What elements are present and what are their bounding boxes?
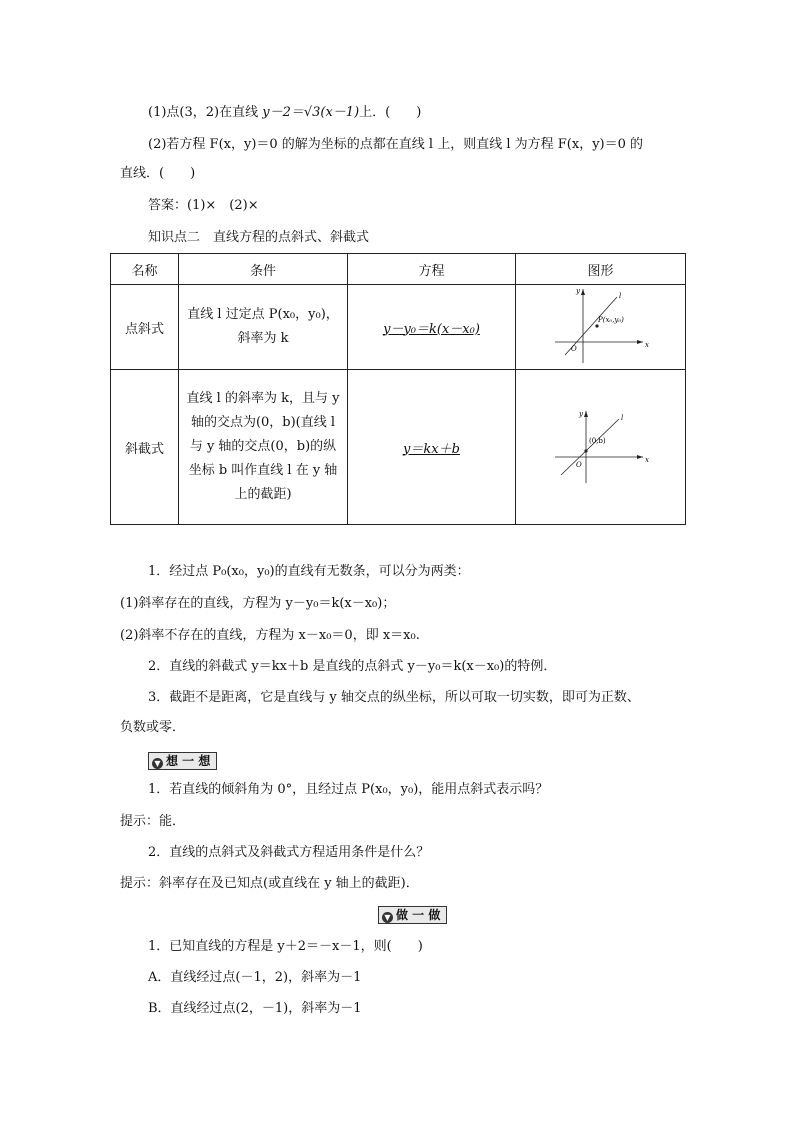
q1-suffix: 上．( [359, 105, 391, 120]
note-1-b: (2)斜率不存在的直线，方程为 x－x₀＝0，即 x＝x₀. [120, 628, 420, 643]
y-label: y [575, 287, 580, 295]
question-1 [148, 104, 421, 122]
question-2-line1: (2)若方程 F(x，y)＝0 的解为坐标的点都在直线 l 上，则直线 l 为方程 F(x，y)＝0 的 [148, 137, 644, 152]
think-hint-2: 提示：斜率存在及已知点(或直线在 y 轴上的截距)． [120, 876, 419, 891]
y-arrow [581, 289, 585, 295]
exercise-option-a: A．直线经过点(－1，2)，斜率为－1 [148, 970, 362, 985]
table-row-slope-intercept [111, 370, 686, 525]
condition-line: 上的截距) [234, 487, 292, 502]
intercept-point [584, 449, 587, 452]
condition-line: 与 y 轴的交点(0，b)的纵 [189, 439, 337, 454]
l-label: l [620, 414, 623, 422]
l-label: l [618, 292, 621, 300]
condition-line: 坐标 b 叫作直线 l 在 y 轴 [188, 463, 338, 478]
slope-intercept-graph [551, 405, 651, 485]
exercise-option-b: B．直线经过点(2，－1)，斜率为－1 [148, 1001, 362, 1016]
x-arrow [637, 455, 643, 459]
note-2: 2．直线的斜截式 y＝kx＋b 是直线的点斜式 y－y₀＝k(x－x₀)的特例． [148, 659, 557, 674]
question-2-line2: 直线．( ) [120, 166, 196, 181]
table-header-row [111, 254, 686, 285]
condition-line: 直线 l 的斜率为 k，且与 y [186, 391, 340, 406]
row-name: 斜截式 [111, 370, 179, 525]
header-name: 名称 [111, 254, 179, 285]
condition-line: 直线 l 过定点 P(x₀，y₀)， [187, 307, 339, 322]
row-condition [179, 285, 348, 370]
header-condition: 条件 [179, 254, 348, 285]
row-name: 点斜式 [111, 285, 179, 370]
y-label: y [578, 410, 583, 418]
note-3-line2: 负数或零． [120, 720, 186, 735]
header-equation: 方程 [348, 254, 516, 285]
row-equation [348, 285, 516, 370]
chevron-down-icon: ▼ [152, 758, 163, 769]
equation-text: y－y₀＝k(x－x₀) [383, 321, 480, 337]
equation-text: y＝kx＋b [403, 441, 460, 457]
origin-label: O [570, 345, 577, 353]
table-row-point-slope [111, 285, 686, 370]
q1-blank: ) [390, 105, 422, 120]
x-arrow [637, 340, 643, 344]
note-1-a: (1)斜率存在的直线，方程为 y－y₀＝k(x－x₀)； [120, 596, 396, 611]
line-l [561, 419, 619, 475]
row-condition [179, 370, 348, 525]
section-title: 知识点二 直线方程的点斜式、斜截式 [148, 230, 370, 245]
row-graph [516, 370, 686, 525]
think-q2: 2．直线的点斜式及斜截式方程适用条件是什么？ [148, 845, 430, 860]
q1-equation: y－2＝√3(x－1) [262, 105, 360, 120]
think-hint-1: 提示：能． [120, 814, 186, 829]
do-tag-label: 做 一 做 [396, 908, 441, 922]
header-graph: 图形 [516, 254, 686, 285]
do-tag [378, 906, 447, 924]
row-graph [516, 285, 686, 370]
think-tag-label: 想 一 想 [166, 754, 211, 768]
think-q1: 1．若直线的倾斜角为 0°，且经过点 P(x₀，y₀)，能用点斜式表示吗？ [148, 782, 549, 797]
point-p [595, 324, 598, 327]
y-arrow [584, 411, 588, 417]
chevron-down-icon: ▼ [382, 912, 393, 923]
formula-table [110, 253, 686, 525]
condition-line: 轴的交点为(0，b)(直线 l [190, 415, 336, 430]
p-label: P(x₀,y₀) [597, 316, 624, 324]
answer-text: 答案：(1)× (2)× [148, 198, 259, 213]
row-equation [348, 370, 516, 525]
note-3-line1: 3．截距不是距离，它是直线与 y 轴交点的纵坐标，所以可取一切实数，即可为正数、 [148, 690, 640, 705]
note-1: 1．经过点 P₀(x₀，y₀)的直线有无数条，可以分为两类： [148, 564, 470, 579]
b-label: (0,b) [588, 437, 606, 445]
think-tag [148, 752, 217, 770]
condition-line: 斜率为 k [237, 331, 289, 346]
x-label: x [644, 341, 649, 349]
q1-prefix: (1)点(3，2)在直线 [148, 105, 263, 120]
origin-label: O [575, 461, 582, 469]
x-label: x [644, 456, 649, 464]
exercise-question: 1．已知直线的方程是 y＋2＝－x－1，则( ) [148, 939, 423, 954]
point-slope-graph [551, 285, 651, 365]
